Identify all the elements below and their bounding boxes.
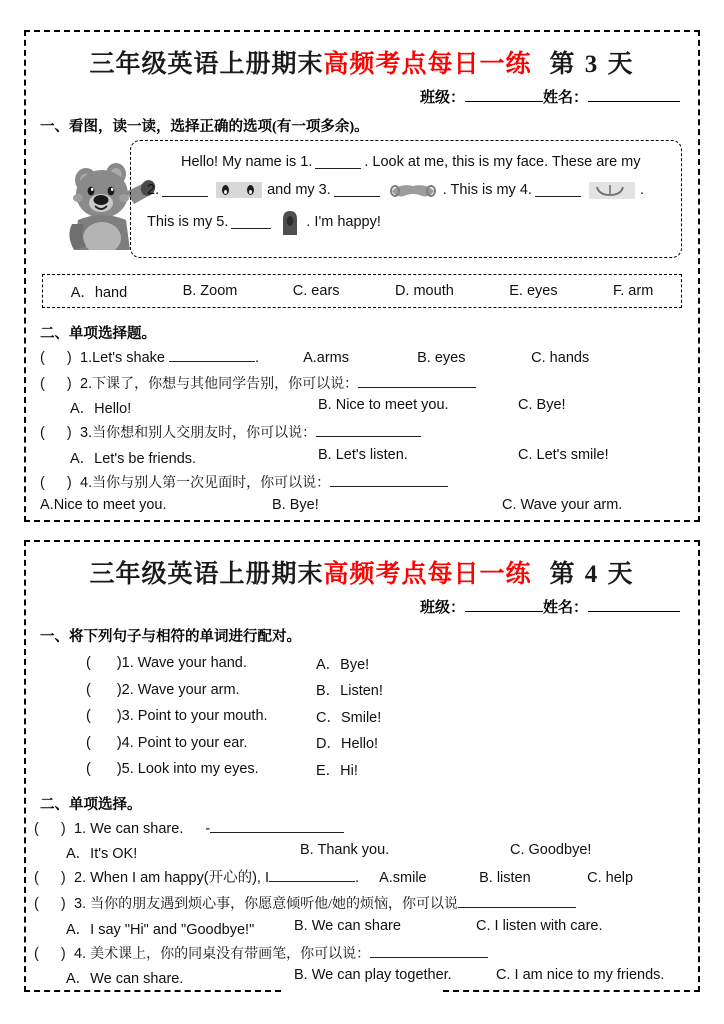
question-2-number: 2. xyxy=(80,375,93,392)
question-4-number: 4. xyxy=(80,475,93,492)
class-blank-2[interactable] xyxy=(465,611,543,612)
hand-picture-icon xyxy=(279,209,301,235)
passage-line-3 xyxy=(147,209,665,235)
question-3-choice-c[interactable]: C. Let's smile! xyxy=(518,447,609,464)
match-right-2[interactable]: B．Listen! xyxy=(316,683,383,700)
d4-question-1-number: 1. xyxy=(74,820,87,837)
page-cut-line xyxy=(24,990,700,992)
question-1-choice-b[interactable]: B. eyes xyxy=(417,350,466,366)
d4-question-4-number: 4. xyxy=(74,945,87,962)
question-row-4 xyxy=(40,473,698,494)
word-bank xyxy=(42,274,682,308)
question-3-stem: 当你想和别人交朋友时，你可以说： xyxy=(92,426,317,442)
question-1-blank[interactable] xyxy=(169,348,255,362)
passage-l2-num: 2. xyxy=(147,182,160,199)
section-heading-reading: 一、看图，读一读，选择正确的选项(有一项多余)。 xyxy=(40,119,369,135)
passage-blank-3[interactable] xyxy=(334,183,380,197)
word-bank-option-e[interactable]: E. eyes xyxy=(509,283,558,299)
page-title-day-4 xyxy=(26,542,698,590)
d4-question-1-choice-c[interactable]: C. Goodbye! xyxy=(510,842,592,859)
d4-question-1-stem: We can share. xyxy=(90,820,184,837)
passage-l2-and: and my 3. xyxy=(267,182,331,199)
question-row-2 xyxy=(40,374,698,395)
d4-question-3-choice-c[interactable]: C. I listen with care. xyxy=(476,917,603,934)
student-id-line-day-4 xyxy=(26,596,698,617)
d4-question-3-blank[interactable] xyxy=(458,894,576,908)
match-right-3[interactable]: C．Smile! xyxy=(316,709,382,726)
match-left-2[interactable]: ( )2. Wave your arm. xyxy=(86,681,240,698)
match-left-3[interactable]: ( )3. Point to your mouth. xyxy=(86,708,268,725)
name-label: 姓名： xyxy=(542,90,588,106)
worksheet-day-4 xyxy=(24,540,700,992)
passage-blank-5[interactable] xyxy=(231,215,271,229)
passage-line-2 xyxy=(147,180,665,200)
match-left-4-text: )4. Point to your ear. xyxy=(116,734,248,751)
title-highlight: 高频考点每日一练 xyxy=(323,51,532,78)
d4-question-4-choice-b[interactable]: B. We can play together. xyxy=(294,967,452,984)
word-bank-option-f[interactable]: F. arm xyxy=(613,283,654,299)
d4-question-4-choice-a[interactable]: A．We can share. xyxy=(66,971,184,988)
passage-blank-1[interactable] xyxy=(315,155,361,169)
passage-l1-post: . Look at me, this is my face. These are my xyxy=(364,154,641,170)
d4-question-2-stem: When I am happy(开心的), I xyxy=(90,870,270,887)
word-bank-option-d[interactable]: D. mouth xyxy=(394,283,454,299)
passage-blank-4[interactable] xyxy=(535,183,581,197)
section-heading-multiple-choice-day-3: 二、单项选择题。 xyxy=(40,326,156,342)
question-1-stem: Let's shake xyxy=(92,350,165,366)
question-1-choice-c[interactable]: C. hands xyxy=(531,350,590,366)
class-label: 班级： xyxy=(419,90,465,106)
d4-question-3-stem: 当你的朋友遇到烦心事，你愿意倾听他/她的烦恼，你可以说 xyxy=(90,896,459,912)
match-right-5[interactable]: E．Hi! xyxy=(316,762,358,779)
name-blank-2[interactable] xyxy=(588,611,680,612)
matching-list xyxy=(26,650,698,783)
question-2-choice-b[interactable]: B. Nice to meet you. xyxy=(318,397,449,414)
match-left-2-text: )2. Wave your arm. xyxy=(116,681,240,698)
d4-question-3-number: 3. xyxy=(74,895,87,912)
eyes-picture-icon xyxy=(216,182,262,198)
question-1-choices xyxy=(303,350,589,366)
question-3-choices xyxy=(70,447,698,468)
d4-question-4-choices xyxy=(66,967,698,988)
passage-l3-post: . I'm happy! xyxy=(306,214,381,231)
question-3-choice-b[interactable]: B. Let's listen. xyxy=(318,447,408,464)
section-heading-multiple-choice-day-4: 二、单项选择。 xyxy=(40,796,142,813)
title-day-2: 第 4 天 xyxy=(549,561,635,588)
d4-question-row-4 xyxy=(34,944,698,965)
word-bank-option-a[interactable]: A．hand xyxy=(70,284,128,301)
d4-question-3-choice-a[interactable]: A．I say "Hi" and "Goodbye!" xyxy=(66,921,255,938)
d4-question-row-2 xyxy=(34,868,698,889)
match-left-5-text: )5. Look into my eyes. xyxy=(116,761,259,778)
question-4-stem: 当你与别人第一次见面时，你可以说： xyxy=(92,476,331,492)
worksheet-day-3 xyxy=(24,30,700,522)
question-row-1 xyxy=(40,348,698,369)
match-row xyxy=(86,650,698,677)
d4-question-2-blank[interactable] xyxy=(269,868,355,882)
ears-picture-icon xyxy=(388,180,438,200)
match-left-1-text: )1. Wave your hand. xyxy=(116,655,247,672)
d4-question-2-stem-after: . xyxy=(355,870,360,887)
match-row xyxy=(86,756,698,783)
cut-line-left xyxy=(24,990,281,992)
d4-answer-paren-3[interactable]: ( ) xyxy=(34,895,66,912)
d4-question-row-1 xyxy=(34,819,698,840)
question-1-number: 1. xyxy=(80,350,93,366)
match-left-1[interactable]: ( )1. Wave your hand. xyxy=(86,655,247,672)
passage-l2-this: . This is my 4. xyxy=(442,182,532,199)
question-row-3 xyxy=(40,423,698,444)
answer-paren-2[interactable]: ( ) xyxy=(40,375,72,392)
title-highlight-2: 高频考点每日一练 xyxy=(323,561,532,588)
answer-paren-4[interactable]: ( ) xyxy=(40,475,72,492)
passage-blank-2[interactable] xyxy=(162,183,208,197)
d4-question-1-choices xyxy=(66,842,698,863)
d4-question-2-choice-c[interactable]: C. help xyxy=(587,870,634,887)
d4-question-3-choice-b[interactable]: B. We can share xyxy=(294,917,401,934)
d4-answer-paren-1[interactable]: ( ) xyxy=(34,820,66,837)
question-4-choice-b[interactable]: B. Bye! xyxy=(272,497,319,514)
d4-question-1-dash: - xyxy=(205,820,211,837)
passage-l3-pre: This is my 5. xyxy=(147,214,229,231)
answer-paren-3[interactable]: ( ) xyxy=(40,425,72,442)
d4-answer-paren-4[interactable]: ( ) xyxy=(34,945,66,962)
d4-answer-paren-2[interactable]: ( ) xyxy=(34,870,66,887)
d4-question-1-choice-b[interactable]: B. Thank you. xyxy=(300,842,390,859)
d4-question-1-choice-a[interactable]: A．It's OK! xyxy=(66,846,138,863)
question-4-choice-c[interactable]: C. Wave your arm. xyxy=(502,497,623,514)
match-right-4[interactable]: D．Hello! xyxy=(316,736,379,753)
class-label-2: 班级： xyxy=(419,600,465,616)
word-bank-option-b[interactable]: B. Zoom xyxy=(182,283,238,299)
d4-question-1-blank[interactable] xyxy=(210,819,344,833)
match-row xyxy=(86,703,698,730)
title-prefix-2: 三年级英语上册期末 xyxy=(89,561,324,588)
match-row xyxy=(86,730,698,757)
match-left-3-text: )3. Point to your mouth. xyxy=(116,708,268,725)
question-2-blank[interactable] xyxy=(358,374,476,388)
d4-question-row-3 xyxy=(34,894,698,915)
passage-box xyxy=(130,140,682,258)
match-left-5[interactable]: ( )5. Look into my eyes. xyxy=(86,761,259,778)
match-left-4[interactable]: ( )4. Point to your ear. xyxy=(86,734,248,751)
question-3-number: 3. xyxy=(80,425,93,442)
d4-question-4-blank[interactable] xyxy=(370,944,488,958)
match-right-1[interactable]: A．Bye! xyxy=(316,656,370,673)
answer-paren-1[interactable]: ( ) xyxy=(40,350,72,366)
name-blank[interactable] xyxy=(588,101,680,102)
d4-question-4-choice-c[interactable]: C. I am nice to my friends. xyxy=(496,967,665,984)
passage-l1-pre: Hello! My name is 1. xyxy=(181,154,313,170)
passage-line-1 xyxy=(147,153,665,171)
question-3-choice-a[interactable]: A．Let's be friends. xyxy=(70,451,197,468)
d4-question-2-choices xyxy=(379,870,633,886)
question-2-choices xyxy=(70,397,698,418)
d4-question-2-choice-a[interactable]: A.smile xyxy=(379,870,427,887)
class-blank[interactable] xyxy=(465,101,543,102)
page-title-day-3 xyxy=(26,32,698,80)
d4-question-2-choice-b[interactable]: B. listen xyxy=(479,870,531,887)
mouth-picture-icon xyxy=(589,182,635,199)
d4-question-3-choices xyxy=(66,918,698,939)
reading-passage-row xyxy=(26,140,698,270)
question-2-stem: 下课了，你想与其他同学告别，你可以说： xyxy=(92,376,359,392)
question-1-stem-after: . xyxy=(255,350,260,366)
match-row xyxy=(86,677,698,704)
question-2-choice-c[interactable]: C. Bye! xyxy=(518,397,566,414)
name-label-2: 姓名： xyxy=(542,600,588,616)
question-2-choice-a[interactable]: A．Hello! xyxy=(70,401,132,418)
section-heading-matching: 一、将下列句子与相符的单词进行配对。 xyxy=(40,629,301,645)
question-4-blank[interactable] xyxy=(330,473,448,487)
question-4-choices xyxy=(40,497,698,513)
question-3-blank[interactable] xyxy=(316,423,421,437)
question-4-choice-a[interactable]: A.Nice to meet you. xyxy=(40,497,167,514)
word-bank-option-c[interactable]: C. ears xyxy=(292,283,340,299)
d4-question-2-number: 2. xyxy=(74,870,87,887)
title-prefix: 三年级英语上册期末 xyxy=(89,51,324,78)
passage-l2-end: . xyxy=(639,182,644,199)
student-id-line-day-3 xyxy=(26,86,698,107)
title-day: 第 3 天 xyxy=(549,51,635,78)
d4-question-4-stem: 美术课上，你的同桌没有带画笔，你可以说： xyxy=(90,946,371,962)
question-1-choice-a[interactable]: A.arms xyxy=(303,350,350,366)
cut-line-right xyxy=(443,990,700,992)
